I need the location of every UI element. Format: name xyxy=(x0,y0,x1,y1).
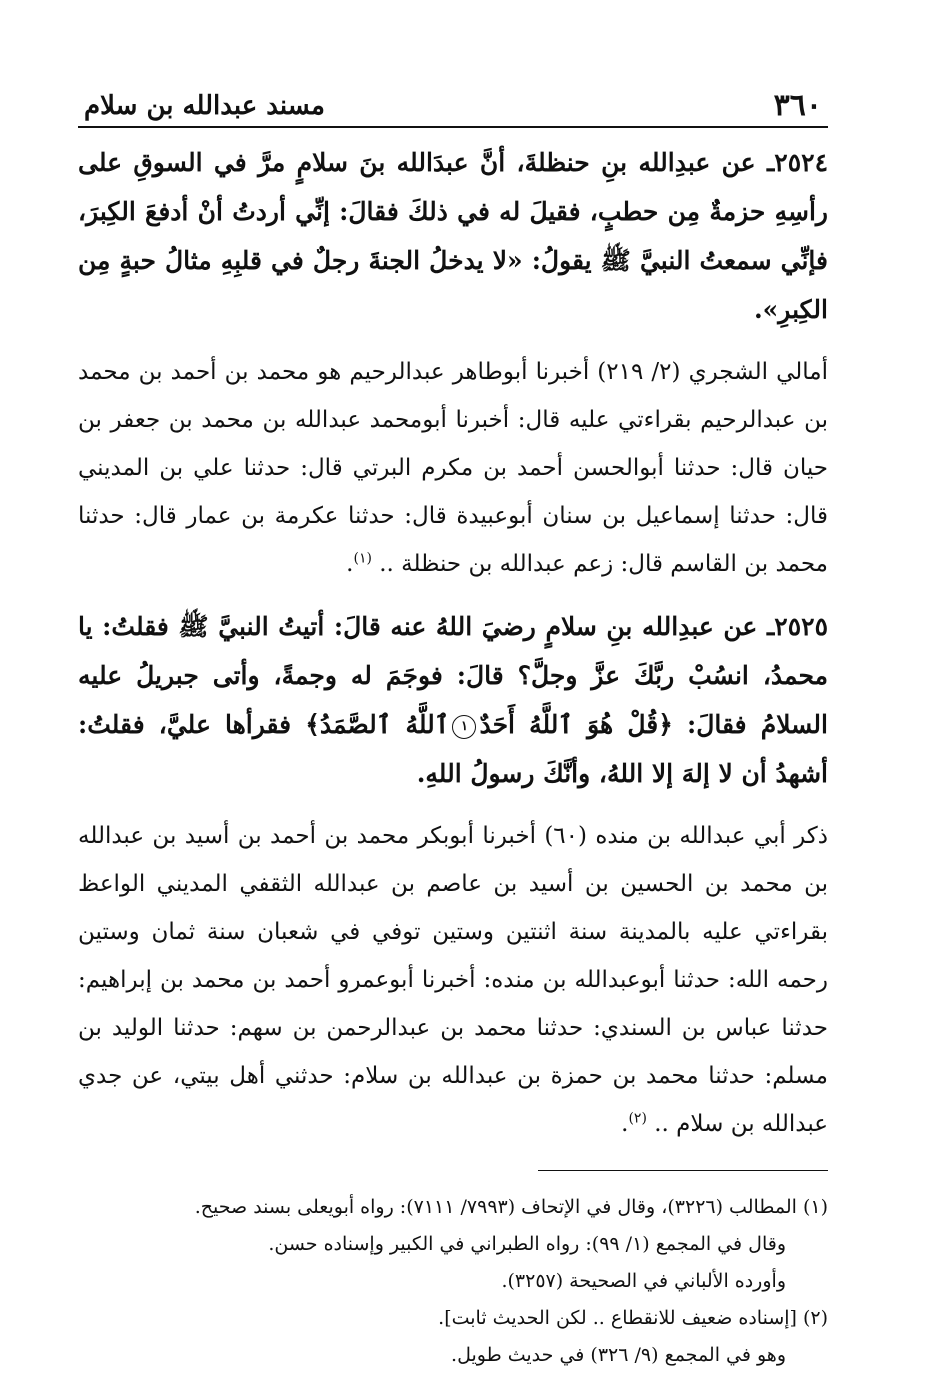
hadith-2524-text xyxy=(78,138,828,334)
hadith-2524-source-body: أمالي الشجري (٢/ ٢١٩) أخبرنا أبوطاهر عبدالرحيم هو محمد بن أحمد بن محمد بن عبدالرحيم بقراءتي عليه قال: أخبرنا أبومحمد عبدالله بن محمد بن جعفر بن حيان قال: حدثنا أبوالحسن أحمد بن مكرم البرتي قال: حدثنا علي بن المديني قال: حدثنا إسماعيل بن سنان أبوعبيدة قال: حدثنا عكرمة بن عمار قال: حدثنا محمد بن القاسم قال: زعم عبدالله بن حنظلة .. xyxy=(78,359,828,577)
footnote-2-line-2: وهو في المجمع (٩/ ٣٢٦) في حديث طويل. xyxy=(451,1344,786,1366)
hadith-2525-body-after: فقرأها عليَّ، فقلتُ: أشهدُ أن لا إلهَ إلا اللهُ، وأنَّكَ رسولُ اللهِ. xyxy=(78,710,828,788)
quran-verse-part2: ٱللَّهُ ٱلصَّمَدُ﴾ xyxy=(305,710,450,739)
book-title: مسند عبدالله بن سلام xyxy=(84,91,325,121)
main-text xyxy=(78,138,828,1148)
page-number: ٣٦٠ xyxy=(773,88,822,123)
hadith-2524-source: أمالي الشجري (٢/ ٢١٩) أخبرنا أبوطاهر عبدالرحيم هو محمد بن أحمد بن محمد بن عبدالرحيم بقراءتي عليه قال: أخبرنا أبومحمد عبدالله بن محمد بن جعفر بن حيان قال: حدثنا أبوالحسن أحمد بن مكرم البرتي قال: حدثنا علي بن المديني قال: حدثنا إسماعيل بن سنان أبوعبيدة قال: حدثنا عكرمة بن عمار قال: حدثنا محمد بن القاسم قال: زعم عبدالله بن حنظلة .. $^{(١)}$. xyxy=(78,359,828,577)
footnote-1-number: (١) xyxy=(802,1196,828,1218)
footnote-2-number: (٢) xyxy=(802,1307,828,1329)
quran-verse-part1: ﴿قُلْ هُوَ ٱللَّهُ أَحَدٌ xyxy=(479,710,673,739)
footnote-ref-1[interactable]: (١) xyxy=(353,550,372,567)
running-head xyxy=(78,80,828,128)
ayah-number-mark: ١ xyxy=(452,715,476,739)
footnote-2-text-1: [إسناده ضعيف للانقطاع .. لكن الحديث ثابت]. xyxy=(438,1307,797,1329)
book-page xyxy=(78,80,828,1374)
hadith-2525-source: ذكر أبي عبدالله بن منده (٦٠) أخبرنا أبوبكر محمد بن أحمد بن أسيد بن عبدالله بن محمد بن الحسين بن أسيد بن عاصم بن عبدالله الثقفي المديني الواعظ بقراءتي عليه بالمدينة سنة اثنتين وستين توفي في شعبان سنة ثمان وستين رحمه الله: حدثنا أبوعبدالله بن منده: أخبرنا أبوعمرو أحمد بن محمد بن إبراهيم: حدثنا عباس بن السندي: حدثنا محمد بن عبدالرحمن بن سهم: حدثنا الوليد بن مسلم: حدثنا محمد بن حمزة بن عبدالله بن سلام: حدثني أهل بيتي، عن جدي عبدالله بن سلام .. $^{(٢)}$. xyxy=(78,823,828,1137)
hadith-2525-source-body: ذكر أبي عبدالله بن منده (٦٠) أخبرنا أبوبكر محمد بن أحمد بن أسيد بن عبدالله بن محمد بن الحسين بن أسيد بن عاصم بن عبدالله الثقفي المديني الواعظ بقراءتي عليه بالمدينة سنة اثنتين وستين توفي في شعبان سنة ثمان وستين رحمه الله: حدثنا أبوعبدالله بن منده: أخبرنا أبوعمرو أحمد بن محمد بن إبراهيم: حدثنا عباس بن السندي: حدثنا محمد بن عبدالرحمن بن سهم: حدثنا الوليد بن مسلم: حدثنا محمد بن حمزة بن عبدالله بن سلام: حدثني أهل بيتي، عن جدي عبدالله بن سلام .. xyxy=(78,823,828,1137)
hadith-2525-text xyxy=(78,602,828,798)
footnotes xyxy=(78,1189,828,1374)
footnote-separator xyxy=(538,1170,828,1171)
hadith-2524-body: ٢٥٢٤ـ عن عبدِالله بنِ حنظلةَ، أنَّ عبدَالله بنَ سلامٍ مرَّ في السوقِ على رأسِهِ حزمةٌ مِن حطبٍ، فقيلَ له في ذلكَ فقالَ: إنِّي أردتُ أنْ أدفعَ الكِبرَ، فإنِّي سمعتُ النبيَّ ﷺ يقولُ: «لا يدخلُ الجنةَ رجلٌ في قلبِهِ مثالُ حبةٍ مِن الكِبرِ». xyxy=(78,148,828,324)
quran-verse xyxy=(305,710,673,739)
hadith-2525-body-before: ٢٥٢٥ـ عن عبدِالله بنِ سلامٍ رضيَ اللهُ عنه قالَ: أتيتُ النبيَّ ﷺ فقلتُ: يا محمدُ، انسُبْ ربَّكَ عزَّ وجلَّ؟ قالَ: فوجَمَ له وجمةً، وأتى جبريلُ عليه السلامُ فقالَ: xyxy=(78,612,828,739)
footnote-2-line-1 xyxy=(78,1300,828,1337)
footnote-ref-2[interactable]: (٢) xyxy=(628,1110,647,1127)
footnote-1-line-1 xyxy=(78,1189,828,1226)
footnote-1-text-1: المطالب (٣٢٢٦)، وقال في الإتحاف (٧٩٩٣/ ٧١١١): رواه أبويعلى بسند صحيح. xyxy=(194,1196,797,1218)
footnote-1-line-3: وأورده الألباني في الصحيحة (٣٢٥٧). xyxy=(501,1270,786,1292)
footnote-1-line-2: وقال في المجمع (١/ ٩٩): رواه الطبراني في الكبير وإسناده حسن. xyxy=(268,1233,786,1255)
